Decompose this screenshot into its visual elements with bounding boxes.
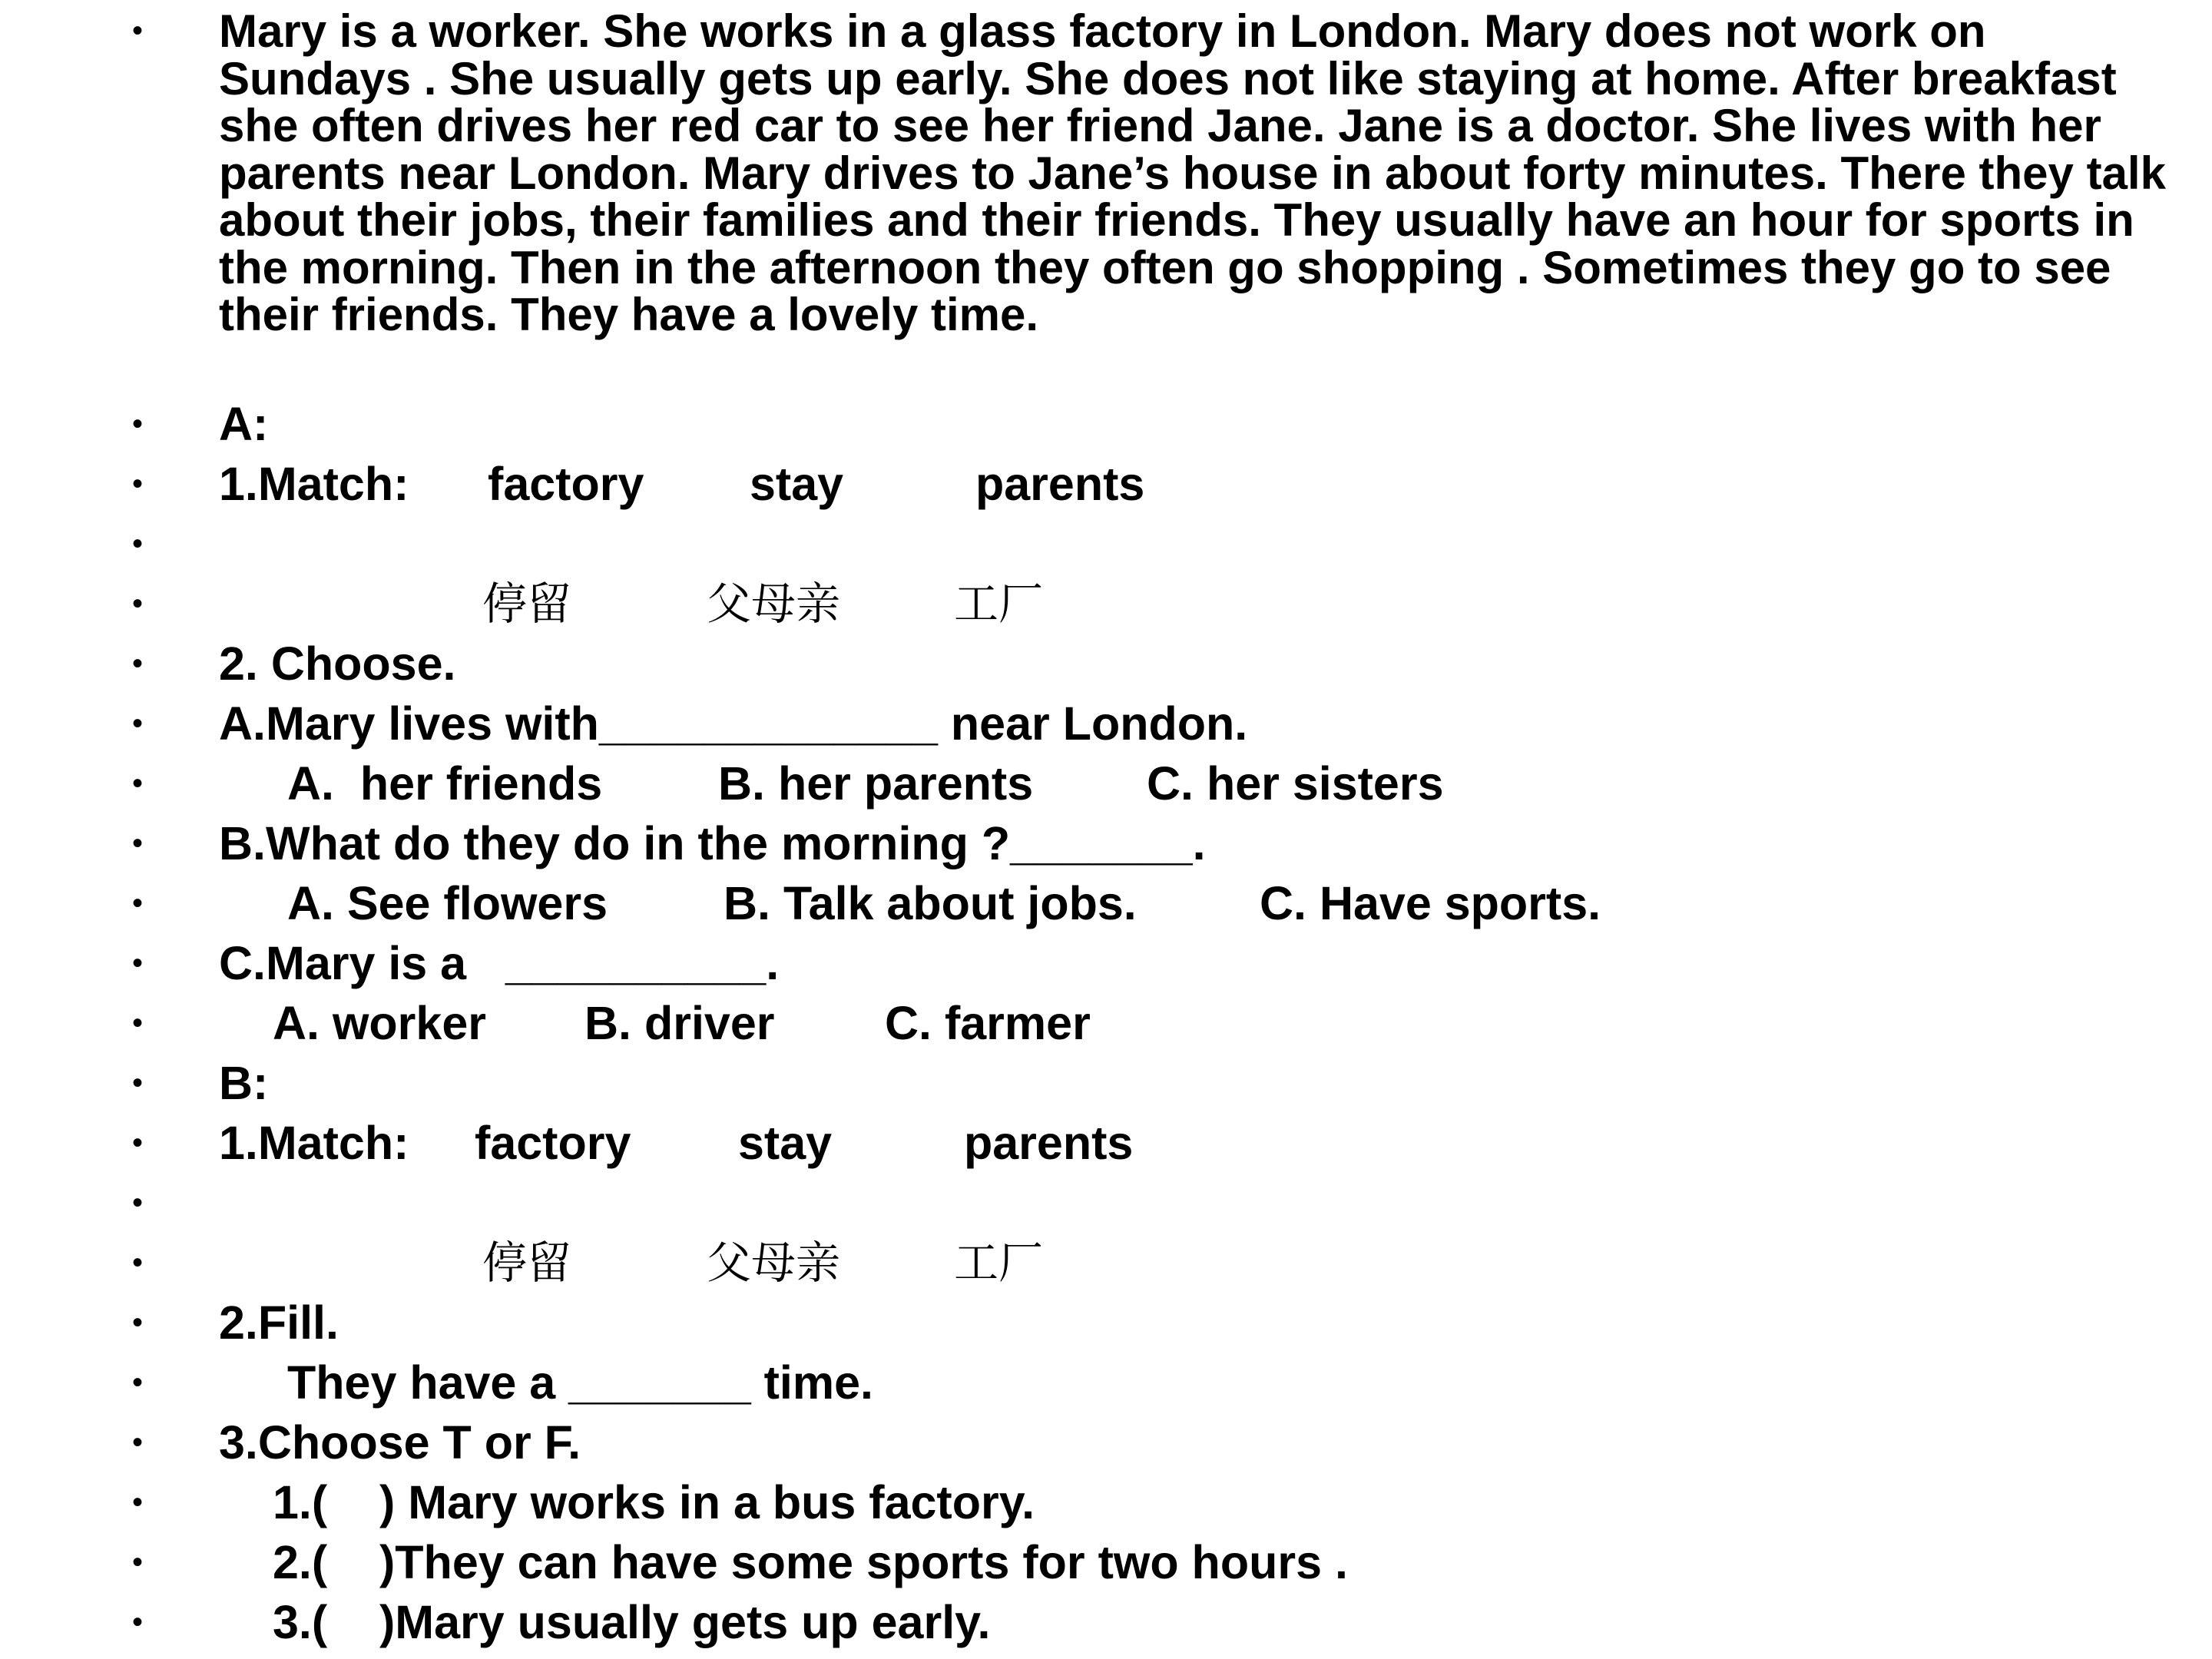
bullet-dot: • xyxy=(132,1485,144,1519)
part-a-match-word-3: parents xyxy=(975,458,1145,510)
bullet-dot: • xyxy=(132,14,144,48)
part-a-meaning-2: 父母亲 xyxy=(707,578,841,630)
part-b-match-label: 1.Match: xyxy=(219,1117,409,1169)
part-b-meanings-item xyxy=(0,1233,2212,1295)
part-b-tf-heading: 3.Choose T or F. xyxy=(219,1416,581,1469)
part-a-heading-item xyxy=(0,395,2212,456)
tf-item-1 xyxy=(0,1473,2212,1535)
bullet-dot: • xyxy=(132,1006,144,1040)
tf-item-2-text: 2.( )They can have some sports for two hours . xyxy=(273,1536,1348,1588)
bullet-dot: • xyxy=(132,467,144,501)
question-a-option-b: B. her parents xyxy=(718,757,1034,810)
tf-item-3 xyxy=(0,1593,2212,1654)
part-a-choose-heading-item xyxy=(0,634,2212,696)
question-c-option-b: B. driver xyxy=(584,997,775,1049)
bullet-dot: • xyxy=(132,587,144,621)
part-b-meaning-3: 工厂 xyxy=(954,1237,1044,1289)
bullet-dot: • xyxy=(132,1066,144,1100)
bullet-dot: • xyxy=(132,1186,144,1220)
question-a-prompt: A.Mary lives with_____________ near London. xyxy=(219,697,1248,750)
question-c-item xyxy=(0,934,2212,995)
question-a-option-a: A. her friends xyxy=(287,757,603,810)
question-c-option-a: A. worker xyxy=(273,997,486,1049)
part-b-meaning-2: 父母亲 xyxy=(707,1237,841,1289)
bullet-dot: • xyxy=(132,1605,144,1639)
question-b-options-item xyxy=(0,874,2212,935)
question-c-option-c: C. farmer xyxy=(885,997,1091,1049)
part-a-heading: A: xyxy=(219,398,269,450)
part-b-fill-heading-item xyxy=(0,1293,2212,1355)
part-a-match-label: 1.Match: xyxy=(219,458,409,510)
question-a-options-item xyxy=(0,754,2212,816)
tf-item-3-text: 3.( )Mary usually gets up early. xyxy=(273,1596,991,1648)
part-b-meaning-1: 停留 xyxy=(482,1237,572,1289)
bullet-dot: • xyxy=(132,527,144,561)
reading-passage: Mary is a worker. She works in a glass factory in London. Mary does not work on Sundays . She usually gets up early. She does not like staying at home. After breakfast she often drives her red car to see her friend Jane. Jane is a doctor. She lives with her parents near London. Mary drives to Jane’s house in about forty minutes. There they talk about their jobs, their families and their friends. They usually have an hour for sports in the morning. Then in the afternoon they often go shopping . Sometimes they go to see their friends. They have a lovely time. xyxy=(219,5,2166,340)
tf-item-2 xyxy=(0,1533,2212,1594)
bullet-dot: • xyxy=(132,767,144,800)
bullet-dot: • xyxy=(132,1246,144,1280)
empty-bullet-item xyxy=(0,1174,2212,1235)
question-b-option-a: A. See flowers xyxy=(287,877,608,929)
question-b-prompt: B.What do they do in the morning ?_______. xyxy=(219,817,1206,869)
part-b-heading-item xyxy=(0,1054,2212,1115)
part-a-meanings-item xyxy=(0,575,2212,636)
part-b-match-word-3: parents xyxy=(964,1117,1134,1169)
question-c-prompt: C.Mary is a __________. xyxy=(219,937,780,989)
part-a-meaning-1: 停留 xyxy=(482,578,572,630)
part-b-match-item xyxy=(0,1114,2212,1175)
part-a-match-item xyxy=(0,455,2212,516)
part-a-choose-heading: 2. Choose. xyxy=(219,637,456,690)
question-b-option-b: B. Talk about jobs. xyxy=(724,877,1137,929)
bullet-dot: • xyxy=(132,1545,144,1579)
bullet-dot: • xyxy=(132,407,144,441)
question-c-options-item xyxy=(0,994,2212,1055)
part-b-fill-sentence-item xyxy=(0,1353,2212,1415)
bullet-dot: • xyxy=(132,1366,144,1399)
question-b-item xyxy=(0,814,2212,876)
part-b-fill-sentence: They have a _______ time. xyxy=(287,1356,873,1409)
part-b-fill-heading: 2.Fill. xyxy=(219,1296,339,1349)
empty-bullet-item xyxy=(0,515,2212,576)
bullet-dot: • xyxy=(132,946,144,980)
bullet-dot: • xyxy=(132,647,144,680)
question-a-item xyxy=(0,694,2212,756)
passage-item xyxy=(0,0,2212,392)
question-b-option-c: C. Have sports. xyxy=(1260,877,1601,929)
part-b-tf-heading-item xyxy=(0,1413,2212,1475)
part-b-match-word-2: stay xyxy=(738,1117,833,1169)
part-a-match-word-2: stay xyxy=(750,458,844,510)
tf-item-1-text: 1.( ) Mary works in a bus factory. xyxy=(273,1476,1035,1528)
part-a-meaning-3: 工厂 xyxy=(954,578,1044,630)
bullet-dot: • xyxy=(132,1426,144,1459)
part-a-match-word-1: factory xyxy=(488,458,644,510)
bullet-dot: • xyxy=(132,707,144,740)
part-b-heading: B: xyxy=(219,1057,269,1109)
part-b-match-word-1: factory xyxy=(475,1117,631,1169)
bullet-dot: • xyxy=(132,886,144,920)
bullet-dot: • xyxy=(132,826,144,860)
bullet-dot: • xyxy=(132,1126,144,1160)
question-a-option-c: C. her sisters xyxy=(1147,757,1444,810)
bullet-dot: • xyxy=(132,1306,144,1339)
